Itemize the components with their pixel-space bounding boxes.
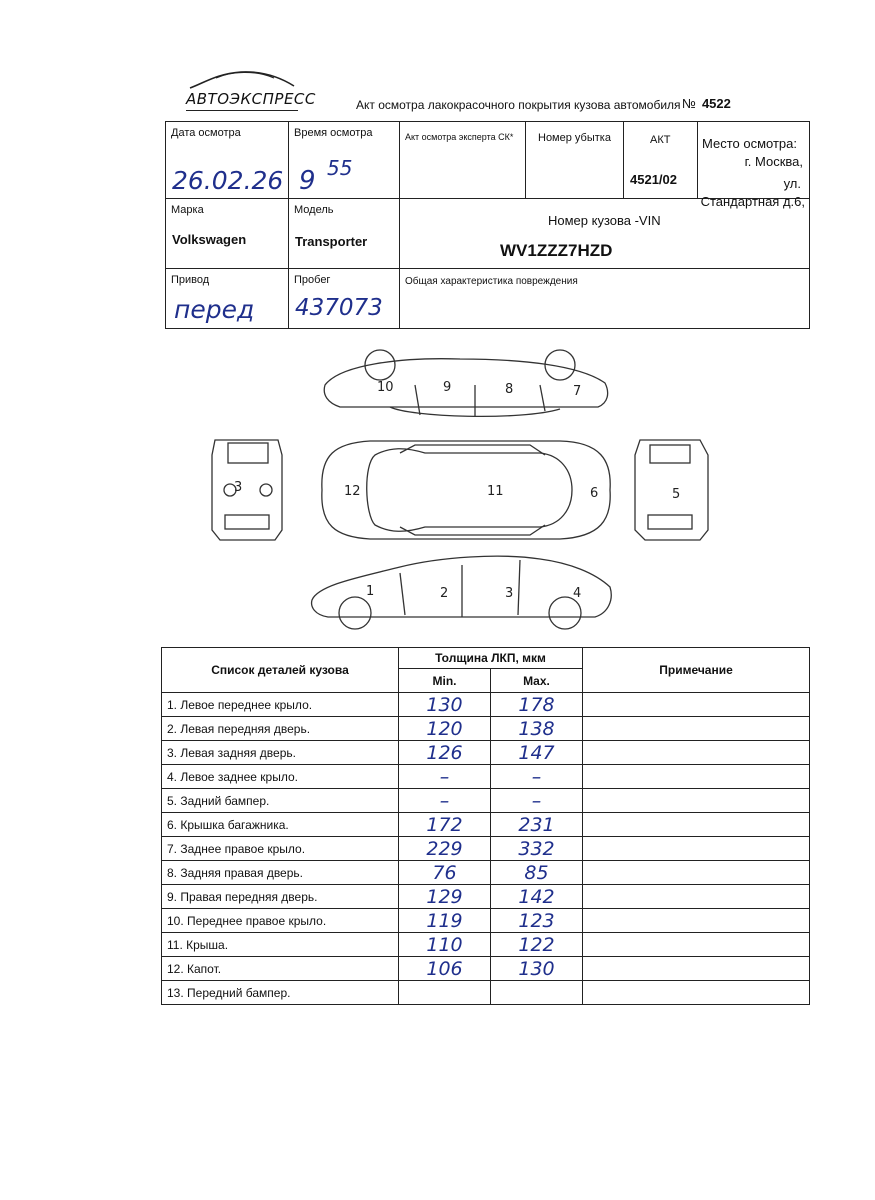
expert-act-label: Акт осмотра эксперта СК* [405,132,514,142]
note-cell [583,957,810,981]
diagram-label-6: 6 [590,486,599,501]
note-cell [583,789,810,813]
note-cell [583,885,810,909]
table-row [162,861,810,885]
diagram-label-front-3: 3 [234,480,243,495]
min-value: 120 [399,717,491,741]
model-cell [289,199,400,269]
expert-act-cell [400,122,526,199]
vin-cell [400,199,810,269]
company-logo [186,74,316,114]
min-value: 172 [399,813,491,837]
note-cell [583,933,810,957]
diagram-label-3: 3 [505,586,514,601]
note-cell [583,813,810,837]
car-silhouette-icon [186,68,298,90]
document-title: Акт осмотра лакокрасочного покрытия кузова автомобиля [356,98,681,112]
place-city: г. Москва, [744,154,803,169]
part-name: 11. Крыша. [162,933,399,957]
part-name: 1. Левое переднее крыло. [162,693,399,717]
col-parts-header: Список деталей кузова [162,648,399,693]
part-name: 3. Левая задняя дверь. [162,741,399,765]
time-minutes: 55 [327,156,353,180]
drive-cell [166,269,289,329]
part-name: 9. Правая передняя дверь. [162,885,399,909]
diagram-label-9: 9 [443,380,452,395]
table-row [162,693,810,717]
note-cell [583,693,810,717]
col-note-header: Примечание [583,648,810,693]
diagram-label-12: 12 [344,484,361,499]
diagram-label-2: 2 [440,586,449,601]
time-label: Время осмотра [294,127,373,139]
table-row [162,765,810,789]
date-cell [166,122,289,199]
table-row [162,741,810,765]
vin-label: Номер кузова -VIN [548,213,661,228]
drive-value: перед [174,295,255,324]
min-value: 129 [399,885,491,909]
table-row [162,909,810,933]
max-value: 85 [491,861,583,885]
time-hour: 9 [299,166,316,196]
col-thickness-header: Толщина ЛКП, мкм [399,648,583,669]
logo-text: АВТОЭКСПРЕСС [186,90,316,108]
diagram-label-8: 8 [505,382,514,397]
date-value: 26.02.26 [172,166,284,195]
make-label: Марка [171,204,204,216]
max-value: 123 [491,909,583,933]
mileage-label: Пробег [294,274,331,286]
date-label: Дата осмотра [171,127,241,139]
max-value: 332 [491,837,583,861]
note-cell [583,717,810,741]
number-value: 4522 [701,96,731,111]
part-name: 4. Левое заднее крыло. [162,765,399,789]
min-value: 126 [399,741,491,765]
make-cell [166,199,289,269]
table-row [162,813,810,837]
make-value: Volkswagen [172,232,247,247]
act-label: АКТ [650,134,671,146]
note-cell [583,909,810,933]
act-value: 4521/02 [630,172,677,187]
col-min-header: Min. [399,669,491,693]
part-name: 10. Переднее правое крыло. [162,909,399,933]
part-name: 7. Заднее правое крыло. [162,837,399,861]
diagram-label-4: 4 [573,586,582,601]
time-cell [289,122,400,199]
max-value: 138 [491,717,583,741]
diagram-label-11: 11 [487,484,504,499]
part-name: 2. Левая передняя дверь. [162,717,399,741]
place-label: Место осмотра: [702,136,797,151]
max-value: 231 [491,813,583,837]
paint-thickness-table [161,647,810,1005]
diagram-label-1: 1 [366,584,375,599]
car-body-diagram [200,345,740,635]
model-value: Transporter [295,234,368,249]
place-cell [698,122,810,209]
inspection-header-table [165,121,810,329]
table-row [162,981,810,1005]
min-value [399,981,491,1005]
place-street: Стандартная д.6, [700,194,805,209]
max-value: 130 [491,957,583,981]
mileage-cell [289,269,400,329]
note-cell [583,741,810,765]
drive-label: Привод [171,274,210,286]
min-value: 106 [399,957,491,981]
max-value: 178 [491,693,583,717]
logo-underline [186,110,298,111]
vin-value: WV1ZZZ7HZD [500,241,613,260]
min-value: – [399,765,491,789]
max-value: 147 [491,741,583,765]
part-name: 5. Задний бампер. [162,789,399,813]
car-outline-drawing [200,345,740,635]
act-cell [624,122,698,199]
min-value: 130 [399,693,491,717]
note-cell [583,837,810,861]
min-value: 229 [399,837,491,861]
damage-label: Общая характеристика повреждения [405,276,578,287]
document-number [682,96,731,111]
table-row [162,885,810,909]
max-value [491,981,583,1005]
number-sign: № [682,96,696,111]
max-value: 142 [491,885,583,909]
diagram-label-5: 5 [672,487,681,502]
note-cell [583,981,810,1005]
part-name: 8. Задняя правая дверь. [162,861,399,885]
max-value: – [491,789,583,813]
min-value: 76 [399,861,491,885]
loss-number-label: Номер убытка [538,132,611,144]
max-value: 122 [491,933,583,957]
min-value: 110 [399,933,491,957]
note-cell [583,765,810,789]
place-street-prefix: ул. [783,176,801,191]
table-row [162,957,810,981]
table-row [162,837,810,861]
part-name: 13. Передний бампер. [162,981,399,1005]
max-value: – [491,765,583,789]
part-name: 12. Капот. [162,957,399,981]
table-row [162,933,810,957]
table-row [162,789,810,813]
min-value: – [399,789,491,813]
col-max-header: Max. [491,669,583,693]
table-row [162,717,810,741]
mileage-value: 437073 [295,295,383,321]
part-name: 6. Крышка багажника. [162,813,399,837]
model-label: Модель [294,204,334,216]
diagram-label-10: 10 [377,380,394,395]
loss-number-cell [526,122,624,199]
damage-cell [400,269,810,329]
min-value: 119 [399,909,491,933]
diagram-label-7: 7 [573,384,582,399]
note-cell [583,861,810,885]
